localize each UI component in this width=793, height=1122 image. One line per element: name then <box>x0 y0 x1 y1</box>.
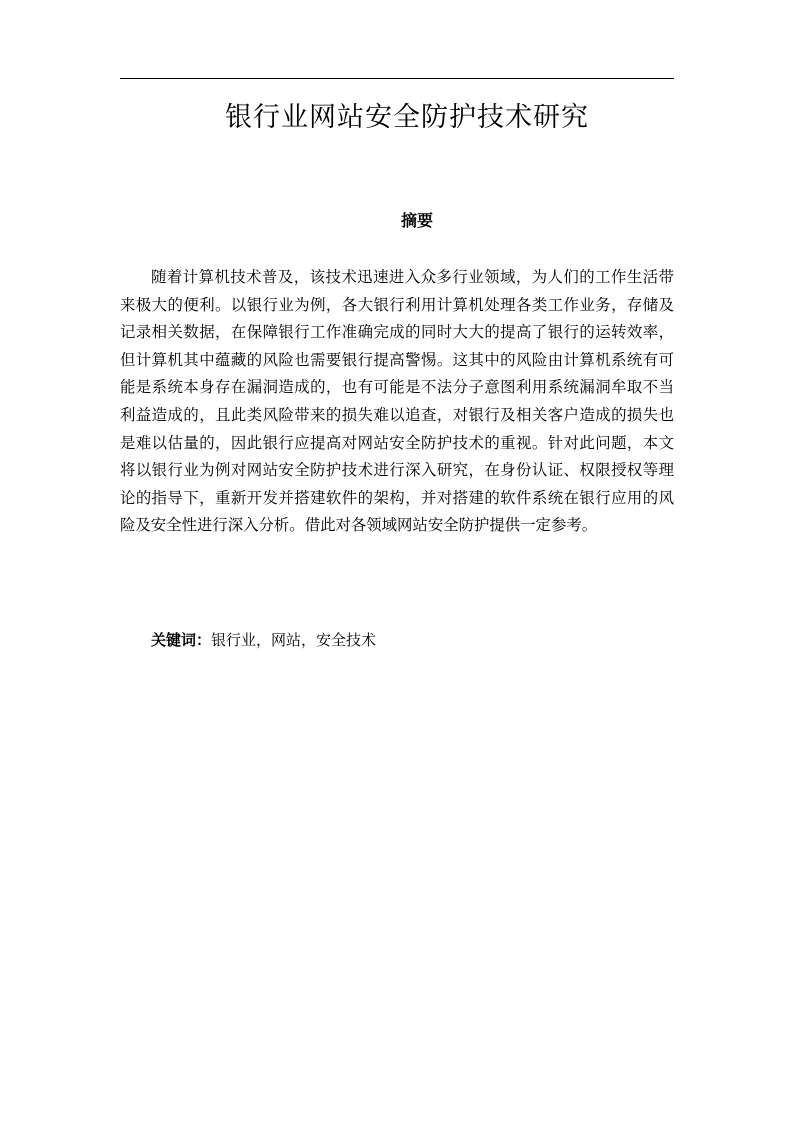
abstract-heading: 摘要 <box>400 211 433 230</box>
document-title: 银行业网站安全防护技术研究 <box>225 102 589 133</box>
abstract-body: 随着计算机技术普及，该技术迅速进入众多行业领域，为人们的工作生活带来极大的便利。以银行业为例，各大银行利用计算机处理各类工作业务，存储及记录相关数据，在保障银行工作准确完成的同时大大的提高了银行的运转效率，但计算机其中蕴藏的风险也需要银行提高警惕。这其中的风险由计算机系统有可能是系统本身存在漏洞造成的，也有可能是不法分子意图利用系统漏洞牟取不当利益造成的，且此类风险带来的损失难以追查，对银行及相关客户造成的损失也是难以估量的，因此银行应提高对网站安全防护技术的重视。针对此问题，本文将以银行业为例对网站安全防护技术进行深入研究，在身份认证、权限授权等理论的指导下，重新开发并搭建软件的架构，并对搭建的软件系统在银行应用的风险及安全性进行深入分析。借此对各领域网站安全防护提供一定参考。 <box>120 268 674 535</box>
keywords-label: 关键词： <box>151 631 212 649</box>
keywords-line <box>151 629 376 651</box>
header-rule <box>120 78 674 79</box>
keywords-value: 银行业，网站，安全技术 <box>211 631 377 649</box>
